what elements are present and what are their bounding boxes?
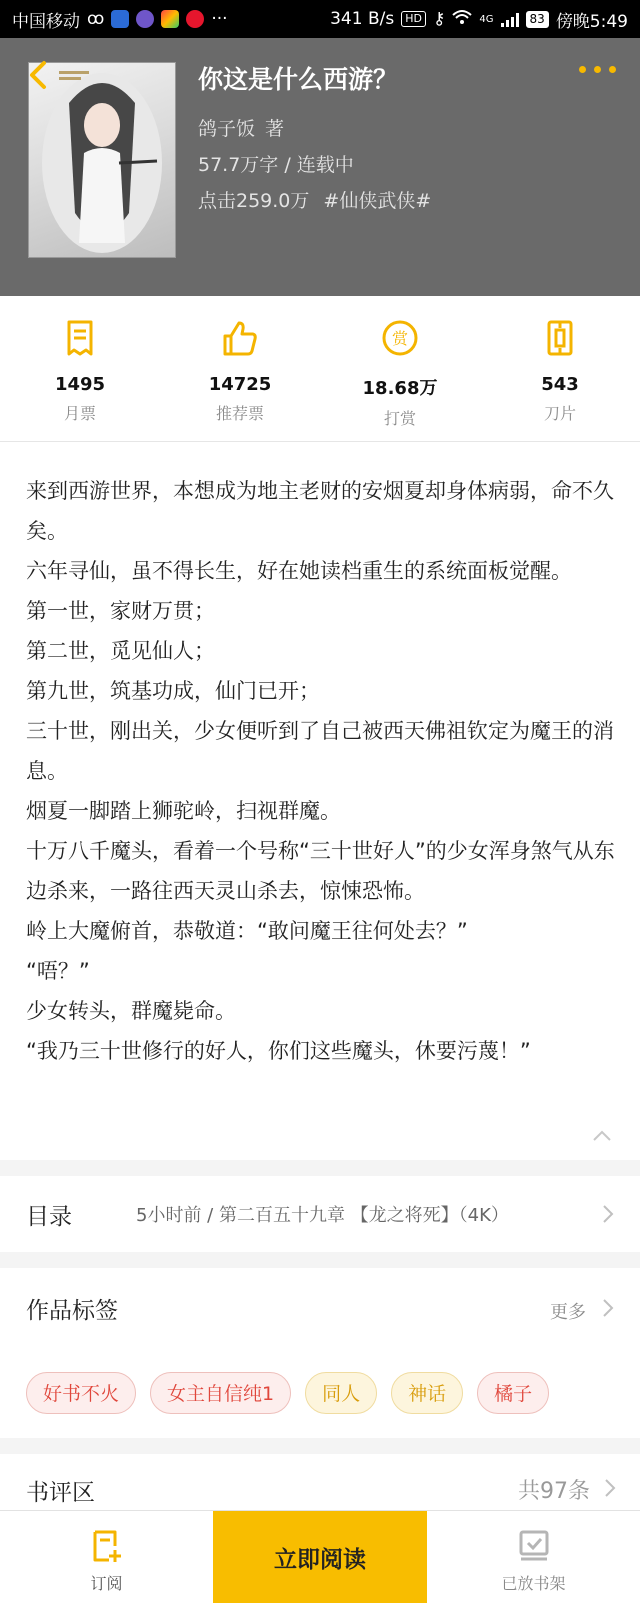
signal-icon [501, 12, 519, 27]
synopsis-text [26, 471, 616, 1071]
stat-value: 1495 [54, 374, 106, 395]
hotspot-icon: ꝏ [87, 9, 105, 29]
tag-chip[interactable]: 好书不火 [26, 1372, 136, 1414]
synopsis-paragraph: 六年寻仙，虽不得长生，好在她读档重生的系统面板觉醒。 [26, 559, 572, 583]
tag-list [26, 1372, 549, 1414]
tag-chip[interactable]: 神话 [391, 1372, 463, 1414]
stat-value: 543 [541, 374, 579, 395]
more-notifications-icon: ··· [211, 9, 228, 29]
thumbs-up-icon [220, 318, 260, 358]
wifi-icon [452, 9, 472, 30]
browser-app-icon [136, 10, 154, 28]
tag-chip[interactable]: 同人 [305, 1372, 377, 1414]
reward-icon [380, 318, 420, 358]
synopsis-paragraph: 三十世，刚出关，少女便听到了自己被西天佛祖钦定为魔王的消息。 [26, 719, 614, 783]
stats-row [0, 296, 640, 442]
synopsis-paragraph: 烟夏一脚踏上狮驼岭，扫视群魔。 [26, 799, 341, 823]
stat-label: 月票 [63, 404, 96, 423]
read-now-button[interactable]: 立即阅读 [213, 1511, 427, 1603]
synopsis-section[interactable] [0, 442, 640, 1160]
stat-value: 18.68万 [362, 378, 438, 399]
latest-chapter: 5小时前 / 第二百五十九章 【龙之将死】（4K） [136, 1205, 509, 1226]
word-count-status: 57.7万字 / 连载中 [198, 154, 354, 176]
ticket-icon [60, 318, 100, 358]
book-cover-image [28, 62, 176, 258]
in-shelf-label: 已放书架 [501, 1574, 566, 1593]
chevron-right-icon [604, 1478, 616, 1498]
bottom-action-bar [0, 1510, 640, 1603]
synopsis-paragraph: 第一世，家财万贯； [26, 599, 215, 623]
status-bar [0, 0, 640, 38]
tags-more-link[interactable]: 更多 [550, 1302, 586, 1323]
click-count: 点击259.0万 [198, 190, 310, 212]
battery-indicator: 83 [526, 11, 549, 28]
stat-recommend-ticket[interactable] [160, 296, 320, 441]
subscribe-label: 订阅 [90, 1574, 123, 1593]
chevron-right-icon[interactable] [602, 1298, 614, 1318]
synopsis-paragraph: 岭上大魔俯首，恭敬道：“敢问魔王往何处去？” [26, 919, 468, 943]
tag-chip[interactable]: 橘子 [477, 1372, 549, 1414]
weibo-app-icon [186, 10, 204, 28]
synopsis-paragraph: “唔？” [26, 959, 90, 983]
gallery-app-icon [161, 10, 179, 28]
stat-monthly-ticket[interactable] [0, 296, 160, 441]
more-options-icon[interactable] [579, 66, 616, 73]
subscribe-add-icon [90, 1529, 124, 1563]
synopsis-paragraph: 第二世，觅见仙人； [26, 639, 215, 663]
tags-section [0, 1268, 640, 1438]
chevron-right-icon [602, 1204, 614, 1224]
stat-label: 打赏 [383, 409, 416, 428]
author-name[interactable]: 鸽子饭 [198, 118, 256, 140]
tag-chip[interactable]: 女主自信纯1 [150, 1372, 291, 1414]
catalog-row[interactable] [0, 1176, 640, 1252]
bookshelf-check-icon [517, 1529, 551, 1563]
catalog-title: 目录 [26, 1203, 72, 1230]
tags-title: 作品标签 [26, 1298, 118, 1324]
stat-blade[interactable] [480, 296, 640, 441]
reviews-count: 共97条 [518, 1479, 590, 1504]
book-header [0, 38, 640, 296]
clock: 傍晚5:49 [555, 11, 628, 32]
in-shelf-button[interactable] [427, 1511, 640, 1603]
stat-label: 推荐票 [215, 404, 264, 423]
synopsis-paragraph: 十万八千魔头，看着一个号称“三十世好人”的少女浑身煞气从东边杀来，一路往西天灵山杀去，惊悚恐怖。 [26, 839, 615, 903]
author-suffix: 著 [265, 118, 285, 140]
network-type: 4G [479, 13, 494, 25]
chevron-up-icon[interactable] [592, 1128, 612, 1142]
blade-icon [540, 318, 580, 358]
synopsis-paragraph: 少女转头，群魔毙命。 [26, 999, 236, 1023]
carrier-label: 中国移动 [12, 11, 80, 32]
genre-tag[interactable]: #仙侠武侠# [323, 190, 432, 212]
stat-label: 刀片 [543, 404, 576, 423]
synopsis-paragraph: “我乃三十世修行的好人，你们这些魔头，休要污蔑！” [26, 1039, 531, 1063]
synopsis-paragraph: 来到西游世界，本想成为地主老财的安烟夏却身体病弱，命不久矣。 [26, 479, 614, 543]
book-title: 你这是什么西游？ [198, 65, 399, 94]
shield-app-icon [111, 10, 129, 28]
back-arrow-icon[interactable] [26, 60, 52, 90]
svg-text:赏: 赏 [391, 329, 409, 348]
reviews-row[interactable] [0, 1454, 640, 1510]
hd-badge: HD [401, 11, 426, 27]
subscribe-button[interactable] [0, 1511, 213, 1603]
author-row [198, 114, 284, 141]
network-speed: 341 B/s [330, 9, 395, 29]
stat-value: 14725 [208, 374, 272, 395]
synopsis-paragraph: 第九世，筑基功成，仙门已开； [26, 679, 320, 703]
key-icon: ⚷ [432, 9, 446, 29]
clicks-genre-row [198, 186, 431, 213]
reviews-title: 书评区 [26, 1480, 95, 1506]
stat-reward[interactable] [320, 296, 480, 441]
